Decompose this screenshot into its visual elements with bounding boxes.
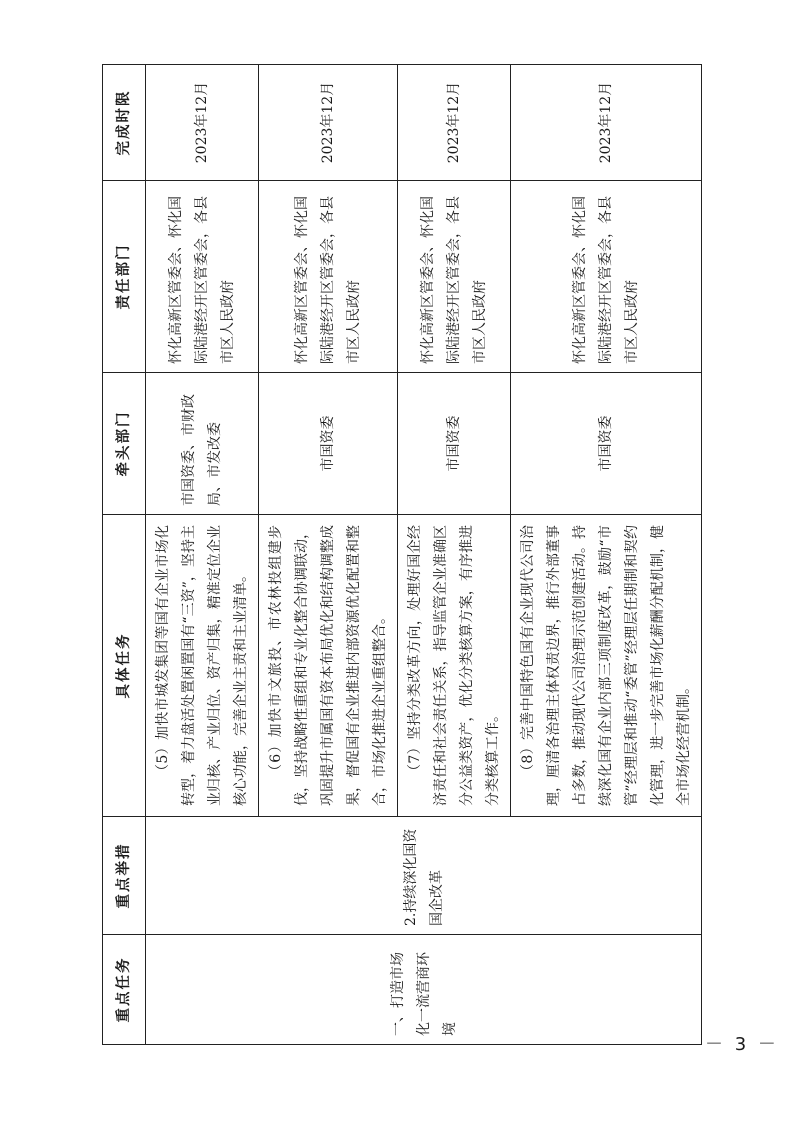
lead-dept-cell: 市国资委、市财政局、市发改委 [146, 373, 259, 515]
specific-task-cell: （6）加快市文旅投、市农林投组建步伐，坚持战略性重组和专业化整合协调联动，巩固提升市属国有资本布局优化和结构调整成果，督促国有企业推进内部资源优化配置和整合，市场化推进企业重组整合。 [259, 515, 398, 817]
table-row [146, 65, 259, 1045]
lead-dept-cell: 市国资委 [398, 373, 511, 515]
header-lead-dept: 牵头部门 [103, 373, 146, 515]
responsible-dept-cell: 怀化高新区管委会、怀化国际陆港经开区管委会，各县市区人民政府 [146, 181, 259, 373]
header-responsible-dept: 责任部门 [103, 181, 146, 373]
deadline-cell: 2023年12月 [146, 65, 259, 181]
key-measure-cell: 2.持续深化国资国企改革 [146, 817, 702, 935]
header-key-task: 重点任务 [103, 935, 146, 1045]
responsible-dept-cell: 怀化高新区管委会、怀化国际陆港经开区管委会，各县市区人民政府 [398, 181, 511, 373]
specific-task-cell: （5）加快市城发集团等国有企业市场化转型，着力盘活处置闲置国有“三资”，坚持主业归核、产业归位、资产归集，精准定位企业核心功能，完善企业主责和主业清单。 [146, 515, 259, 817]
deadline-cell: 2023年12月 [398, 65, 511, 181]
responsible-dept-cell: 怀化高新区管委会、怀化国际陆港经开区管委会，各县市区人民政府 [511, 181, 702, 373]
specific-task-cell: （7）坚持分类改革方向，处理好国企经济责任和社会责任关系，指导监管企业准确区分公益类资产，优化分类核算方案，有序推进分类核算工作。 [398, 515, 511, 817]
table-header-row [103, 65, 146, 1045]
header-specific-task: 具体任务 [103, 515, 146, 817]
deadline-cell: 2023年12月 [259, 65, 398, 181]
responsible-dept-cell: 怀化高新区管委会、怀化国际陆港经开区管委会，各县市区人民政府 [259, 181, 398, 373]
header-key-measure: 重点举措 [103, 817, 146, 935]
key-task-cell: 一、打造市场化一流营商环境 [146, 935, 702, 1045]
header-deadline: 完成时限 [103, 65, 146, 181]
specific-task-cell: （8）完善中国特色国有企业现代公司治理，厘清各治理主体权责边界，推行外部董事占多数，推动现代公司治理示范创建活动。持续深化国有企业内部三项制度改革，鼓励“市管”经理层和推动“委管”经理层任期制和契约化管理，进一步完善市场化薪酬分配机制，健全市场化经营机制。 [511, 515, 702, 817]
lead-dept-cell: 市国资委 [259, 373, 398, 515]
page-number: － 3 － [705, 1034, 779, 1055]
lead-dept-cell: 市国资委 [511, 373, 702, 515]
deadline-cell: 2023年12月 [511, 65, 702, 181]
task-table [102, 64, 702, 1045]
